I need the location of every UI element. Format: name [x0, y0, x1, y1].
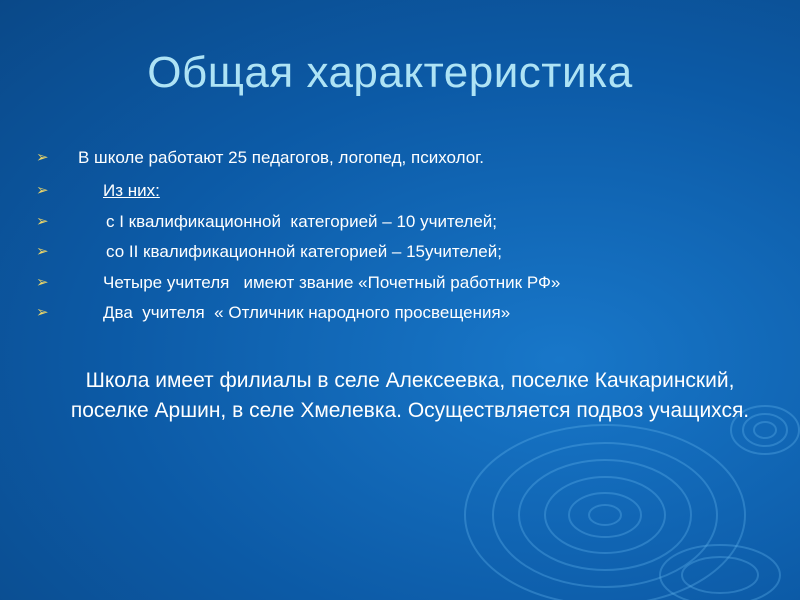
bullet-text: Два учителя « Отличник народного просвещения» [103, 303, 511, 322]
list-item [0, 210, 800, 234]
arrow-bullet-icon: ➢ [36, 304, 49, 321]
bullet-text: В школе работают 25 педагогов, логопед, психолог. [78, 148, 485, 167]
list-item [0, 240, 800, 264]
bullet-text: со II квалификационной категорией – 15учителей; [106, 242, 502, 261]
arrow-bullet-icon: ➢ [36, 182, 49, 199]
list-item [0, 301, 800, 325]
list-item [0, 179, 800, 203]
arrow-bullet-icon: ➢ [36, 274, 49, 291]
bullet-text: Из них: [103, 181, 160, 200]
branches-paragraph: Школа имеет филиалы в селе Алексеевка, поселке Качкаринский, поселке Аршин, в селе Хмелевка. Осуществляется подвоз учащихся. [70, 369, 750, 422]
arrow-bullet-icon: ➢ [36, 213, 49, 230]
bullet-text: Четыре учителя имеют звание «Почетный работник РФ» [103, 273, 561, 292]
list-item [0, 271, 800, 295]
arrow-bullet-icon: ➢ [36, 149, 49, 166]
arrow-bullet-icon: ➢ [36, 243, 49, 260]
list-item [0, 146, 800, 170]
slide-title: Общая характеристика [147, 48, 633, 97]
bullet-text: с I квалификационной категорией – 10 учителей; [106, 212, 498, 231]
